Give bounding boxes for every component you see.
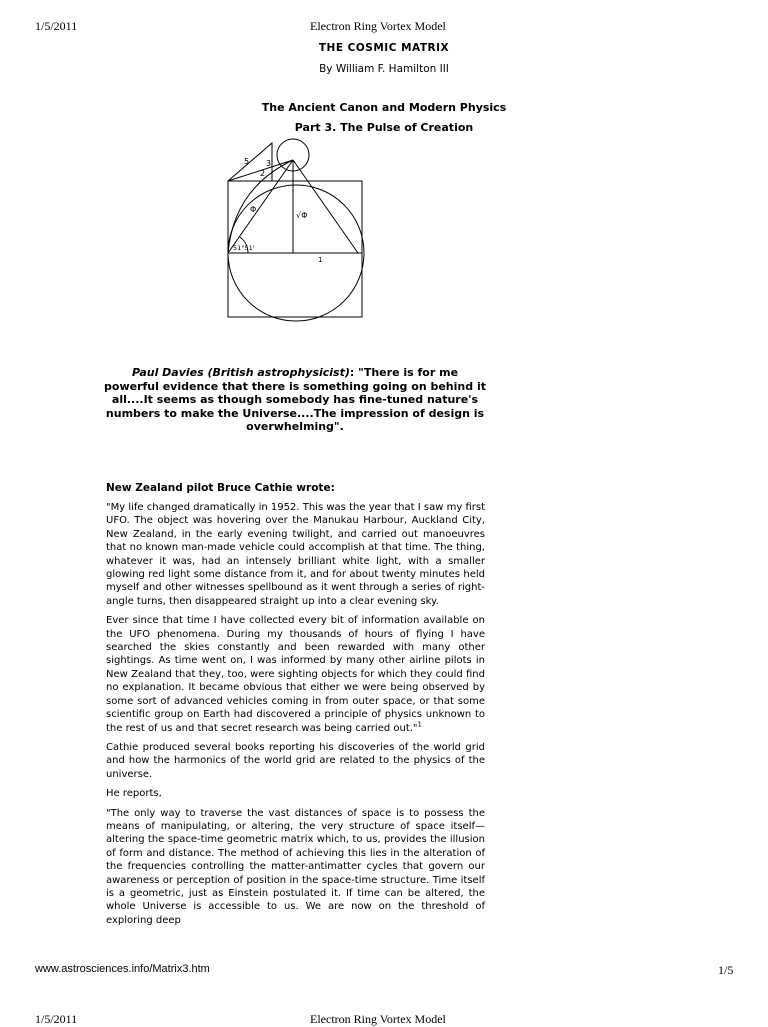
davies-quote bbox=[104, 366, 486, 434]
print-date: 1/5/2011 bbox=[35, 19, 78, 33]
golden-ratio-diagram bbox=[226, 138, 372, 324]
section-lead: New Zealand pilot Bruce Cathie wrote: bbox=[106, 482, 335, 494]
label-one: 1 bbox=[318, 256, 323, 264]
label-phi: Φ bbox=[250, 205, 257, 214]
paragraph-1: "My life changed dramatically in 1952. This was the year that I saw my first UFO. The object was hovering over the Manukau Harbour, Auckland City, New Zealand, in the early evening twilight, and carried out manoeuvres that no known man-made vehicle could accomplish at that time. The thing, whatever it was, had an intensely brilliant white light, with a smaller glowing red light some distance from it, and for about twenty minutes held myself and other witnesses spellbound as it went through a series of right-angle turns, then disappeared straight up into a clear evening sky. bbox=[106, 502, 485, 607]
article-title: THE COSMIC MATRIX bbox=[318, 42, 450, 54]
paragraph-4: He reports, bbox=[106, 788, 162, 800]
article-byline: By William F. Hamilton III bbox=[319, 63, 449, 75]
article-part: Part 3. The Pulse of Creation bbox=[294, 121, 474, 134]
paragraph-2-text: Ever since that time I have collected every bit of information available on the UFO phenomena. During my thousands of hours of flying I have searched the skies constantly and been rewarded with many other sightings. As time went on, I was informed by many other airline pilots in New Zealand that they, too, were sighting objects for which they could find no explanation. It became obvious that either we were being observed by some sort of advanced vehicles coming in from outer space, or that some scientific group on Earth had discovered a principle of physics unknown to the rest of us and that secret research was being carried out." bbox=[106, 615, 485, 734]
label-three: 3 bbox=[266, 159, 272, 168]
next-print-date: 1/5/2011 bbox=[35, 1012, 78, 1026]
article-body bbox=[106, 501, 485, 927]
paragraph-5: "The only way to traverse the vast distances of space is to possess the means of manipulating, or altering, the very structure of space itself—altering the space-time geometric matrix which, to us, provides the illusion of form and distance. The method of achieving this lies in the alteration of the frequencies controlling the matter-antimatter cycles that govern our awareness or perception of position in the space-time structure. Time itself is a geometric, just as Einstein postulated it. If time can be altered, the whole Universe is accessible to us. We are now on the threshold of exploring deep bbox=[106, 807, 485, 926]
paragraph-3: Cathie produced several books reporting his discoveries of the world grid and how the harmonics of the world grid are related to the physics of the universe. bbox=[106, 741, 485, 780]
label-root-phi: √Φ bbox=[296, 211, 308, 220]
print-doc-title: Electron Ring Vortex Model bbox=[310, 19, 446, 33]
next-print-doc-title: Electron Ring Vortex Model bbox=[310, 1012, 446, 1026]
article-subtitle: The Ancient Canon and Modern Physics bbox=[261, 101, 507, 114]
footnote-ref[interactable]: 1 bbox=[417, 720, 423, 729]
label-angle: 51°51' bbox=[233, 244, 255, 252]
quote-text: : "There is for me powerful evidence that there is something going on behind it all....It seems as though somebody has fine-tuned nature's numbers to make the Universe....The impression of design is overwhelming". bbox=[104, 366, 486, 433]
label-two: 2 bbox=[260, 169, 266, 178]
quote-attribution: Paul Davies (British astrophysicist) bbox=[131, 366, 350, 379]
footer-page: 1/5 bbox=[718, 963, 734, 977]
label-five: 5 bbox=[244, 157, 250, 166]
footer-url[interactable]: www.astrosciences.info/Matrix3.htm bbox=[35, 963, 210, 975]
paragraph-2 bbox=[106, 614, 485, 735]
triangle-right-side bbox=[293, 160, 358, 253]
